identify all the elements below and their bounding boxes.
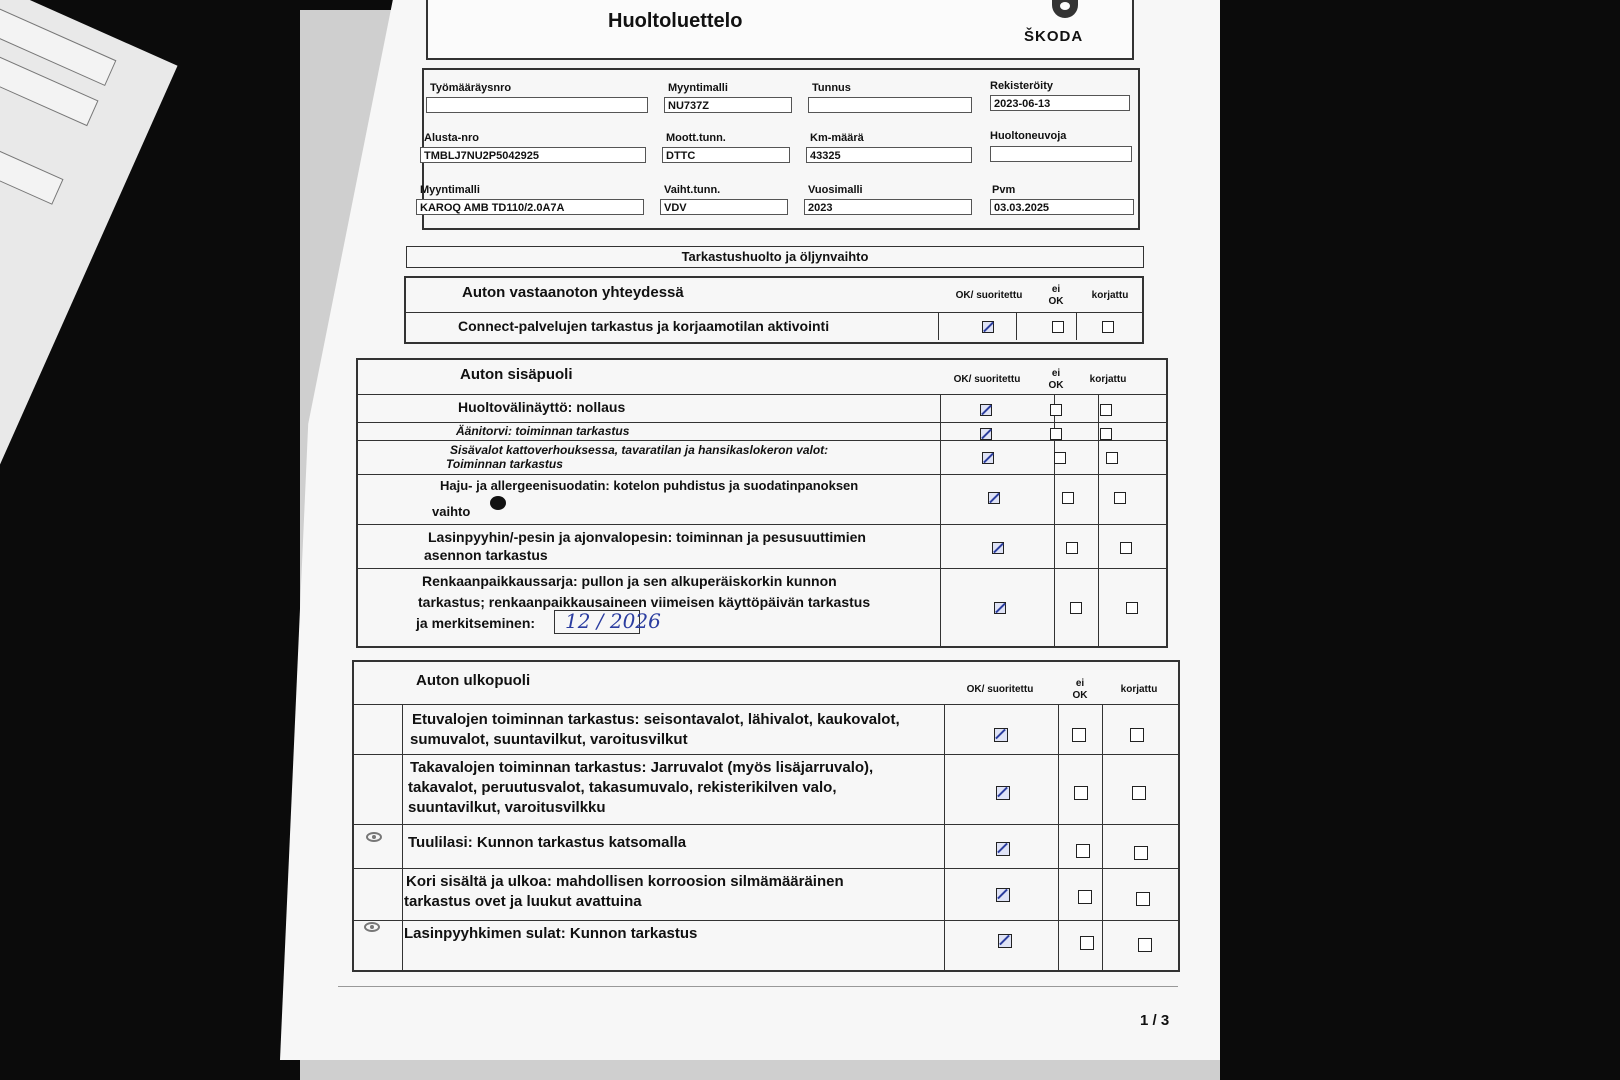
col-header-korjattu: korjattu xyxy=(1120,684,1158,695)
ok-checkbox[interactable] xyxy=(980,404,992,416)
col-header-ei: ei xyxy=(1051,284,1061,295)
col-header-ei: ei xyxy=(1075,678,1085,689)
checklist-item: Huoltovälinäyttö: nollaus xyxy=(458,399,626,415)
divider xyxy=(1016,312,1017,340)
repaired-checkbox[interactable] xyxy=(1120,542,1132,554)
not-ok-checkbox[interactable] xyxy=(1052,321,1064,333)
id-field xyxy=(808,97,972,113)
col-header-korjattu: korjattu xyxy=(1091,290,1129,301)
divider xyxy=(356,440,1166,441)
checklist-item-line2: takavalot, peruutusvalot, takasumuvalo, rekisterikilven valo, xyxy=(408,779,837,796)
vin-field: TMBLJ7NU2P5042925 xyxy=(420,147,646,163)
ink-dot xyxy=(490,496,506,510)
ok-checkbox[interactable] xyxy=(996,888,1010,902)
background-sheet xyxy=(0,0,178,486)
handwritten-expiry-text: 12 / 2026 xyxy=(565,609,661,633)
checklist-item: Kori sisältä ja ulkoa: mahdollisen korroosion silmämääräinen xyxy=(406,873,844,890)
repaired-checkbox[interactable] xyxy=(1102,321,1114,333)
engine-code-field: DTTC xyxy=(662,147,790,163)
gearbox-code-field: VDV xyxy=(660,199,788,215)
sales-model-name-field: KAROQ AMB TD110/2.0A7A xyxy=(416,199,644,215)
ok-checkbox[interactable] xyxy=(992,542,1004,554)
sales-model-code-field: NU737Z xyxy=(664,97,792,113)
divider xyxy=(352,704,1178,705)
field-label: Myyntimalli xyxy=(668,82,728,94)
ok-checkbox[interactable] xyxy=(994,602,1006,614)
divider xyxy=(356,568,1166,569)
col-header-ok: OK/ suoritettu xyxy=(953,374,1021,385)
mileage-field: 43325 xyxy=(806,147,972,163)
divider xyxy=(940,394,941,646)
checklist-item: Äänitorvi: toiminnan tarkastus xyxy=(456,424,630,438)
field-label: Tunnus xyxy=(812,82,851,94)
not-ok-checkbox[interactable] xyxy=(1080,936,1094,950)
not-ok-checkbox[interactable] xyxy=(1066,542,1078,554)
divider xyxy=(1098,394,1099,646)
divider xyxy=(404,312,1142,313)
checklist-item-line2: Toiminnan tarkastus xyxy=(446,457,563,471)
ok-checkbox[interactable] xyxy=(996,786,1010,800)
work-order-field xyxy=(426,97,648,113)
not-ok-checkbox[interactable] xyxy=(1072,728,1086,742)
divider xyxy=(356,394,1166,395)
checklist-item-line2: asennon tarkastus xyxy=(424,547,548,563)
divider xyxy=(1076,312,1077,340)
divider xyxy=(1058,704,1059,970)
visual-inspection-icon xyxy=(366,832,382,842)
col-header-ei: ei xyxy=(1051,368,1061,379)
section-title: Auton ulkopuoli xyxy=(416,672,531,689)
checklist-item: Haju- ja allergeenisuodatin: kotelon puhdistus ja suodatinpanoksen xyxy=(440,478,859,493)
checklist-item-line2: tarkastus; renkaanpaikkausaineen viimeisen käyttöpäivän tarkastus xyxy=(418,594,871,610)
ok-checkbox[interactable] xyxy=(988,492,1000,504)
field-label: Huoltoneuvoja xyxy=(990,130,1067,142)
divider xyxy=(944,704,945,970)
field-label: Alusta-nro xyxy=(424,132,479,144)
checklist-item-line2: vaihto xyxy=(432,504,471,519)
not-ok-checkbox[interactable] xyxy=(1050,404,1062,416)
handwritten-expiry xyxy=(554,609,661,634)
field-label: Vaiht.tunn. xyxy=(664,184,721,196)
footer-divider xyxy=(338,986,1178,987)
checklist-item: Tuulilasi: Kunnon tarkastus katsomalla xyxy=(408,834,687,851)
checklist-item: Lasinpyyhkimen sulat: Kunnon tarkastus xyxy=(404,925,698,942)
repaired-checkbox[interactable] xyxy=(1114,492,1126,504)
repaired-checkbox[interactable] xyxy=(1130,728,1144,742)
field-label: Työmääräysnro xyxy=(430,82,512,94)
checklist-item: Takavalojen toiminnan tarkastus: Jarruvalot (myös lisäjarruvalo), xyxy=(410,759,874,776)
ok-checkbox[interactable] xyxy=(998,934,1012,948)
divider xyxy=(352,868,1178,869)
document-title: Huoltoluettelo xyxy=(608,10,743,32)
model-year-field: 2023 xyxy=(804,199,972,215)
repaired-checkbox[interactable] xyxy=(1136,892,1150,906)
not-ok-checkbox[interactable] xyxy=(1054,452,1066,464)
divider xyxy=(352,824,1178,825)
checklist-item: Etuvalojen toiminnan tarkastus: seisontavalot, lähivalot, kaukovalot, xyxy=(412,711,900,728)
divider xyxy=(356,524,1166,525)
divider xyxy=(352,754,1178,755)
col-header-korjattu: korjattu xyxy=(1089,374,1127,385)
field-label: Rekisteröity xyxy=(990,80,1053,92)
not-ok-checkbox[interactable] xyxy=(1078,890,1092,904)
repaired-checkbox[interactable] xyxy=(1126,602,1138,614)
checklist-item-line3: suuntavilkut, varoitusvilkku xyxy=(408,799,606,816)
service-advisor-field xyxy=(990,146,1132,162)
col-header-ok2: OK xyxy=(1048,296,1064,307)
not-ok-checkbox[interactable] xyxy=(1076,844,1090,858)
col-header-ok2: OK xyxy=(1072,690,1088,701)
repaired-checkbox[interactable] xyxy=(1106,452,1118,464)
checklist-item: Lasinpyyhin/-pesin ja ajonvalopesin: toiminnan ja pesusuuttimien xyxy=(428,529,866,545)
not-ok-checkbox[interactable] xyxy=(1070,602,1082,614)
not-ok-checkbox[interactable] xyxy=(1062,492,1074,504)
col-header-ok2: OK xyxy=(1048,380,1064,391)
ok-checkbox[interactable] xyxy=(980,428,992,440)
page-number: 1 / 3 xyxy=(1140,1012,1170,1029)
checklist-item-line2: sumuvalot, suuntavilkut, varoitusvilkut xyxy=(410,731,688,748)
col-header-ok: OK/ suoritettu xyxy=(966,684,1034,695)
background-field xyxy=(0,105,64,205)
divider xyxy=(356,474,1166,475)
repaired-checkbox[interactable] xyxy=(1100,404,1112,416)
repaired-checkbox[interactable] xyxy=(1132,786,1146,800)
divider xyxy=(402,704,403,970)
section-title: Auton sisäpuoli xyxy=(460,366,573,383)
field-label: Pvm xyxy=(992,184,1016,196)
field-label: Myyntimalli xyxy=(420,184,480,196)
section-title: Auton vastaanoton yhteydessä xyxy=(462,284,684,301)
divider xyxy=(356,422,1166,423)
field-label: Km-määrä xyxy=(810,132,864,144)
divider xyxy=(1102,704,1103,970)
not-ok-checkbox[interactable] xyxy=(1050,428,1062,440)
field-label: Moott.tunn. xyxy=(666,132,726,144)
repaired-checkbox[interactable] xyxy=(1100,428,1112,440)
ok-checkbox[interactable] xyxy=(982,452,994,464)
date-field: 03.03.2025 xyxy=(990,199,1134,215)
checklist-item: Sisävalot kattoverhouksessa, tavaratilan ja hansikaslokeron valot: xyxy=(450,443,829,457)
ok-checkbox[interactable] xyxy=(996,842,1010,856)
checklist-item-line3: ja merkitseminen: xyxy=(416,615,536,631)
col-header-ok: OK/ suoritettu xyxy=(955,290,1023,301)
repaired-checkbox[interactable] xyxy=(1134,846,1148,860)
not-ok-checkbox[interactable] xyxy=(1074,786,1088,800)
divider xyxy=(352,920,1178,921)
checklist-item-line2: tarkastus ovet ja luukut avattuina xyxy=(404,893,642,910)
ok-checkbox[interactable] xyxy=(994,728,1008,742)
registered-date-field: 2023-06-13 xyxy=(990,95,1130,111)
field-label: Vuosimalli xyxy=(808,184,863,196)
checklist-item: Connect-palvelujen tarkastus ja korjaamotilan aktivointi xyxy=(458,318,830,334)
checklist-item: Renkaanpaikkaussarja: pullon ja sen alkuperäiskorkin kunnon xyxy=(422,573,837,589)
visual-inspection-icon xyxy=(364,922,380,932)
repaired-checkbox[interactable] xyxy=(1138,938,1152,952)
brand-name: ŠKODA xyxy=(1024,28,1084,45)
ok-checkbox[interactable] xyxy=(982,321,994,333)
service-heading: Tarkastushuolto ja öljynvaihto xyxy=(406,246,1144,268)
divider xyxy=(938,312,939,340)
